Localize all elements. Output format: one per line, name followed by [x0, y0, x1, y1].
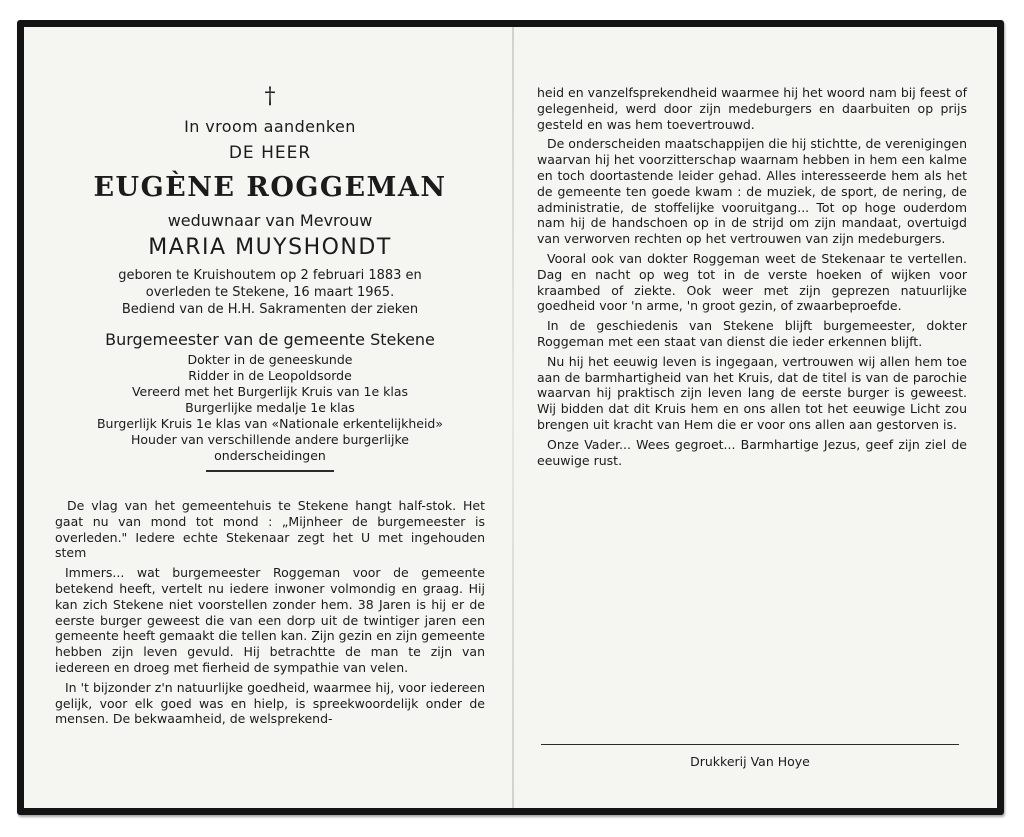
footer-rule [541, 744, 959, 745]
honor-line: Dokter in de geneeskunde [187, 352, 353, 367]
wife-name: MARIA MUYSHONDT [148, 235, 392, 260]
honor-line: Burgerlijk Kruis 1e klas van «Nationale erkentelijkheid» [96, 416, 443, 431]
title-text: DE HEER [228, 143, 312, 163]
intro-text: In vroom aandenken [184, 117, 356, 136]
honor-line: onderscheidingen [214, 448, 326, 463]
body-paragraph: De onderscheiden maatschappijen die hij stichtte, de verenigingen waarvan hij het voorzitterschap waarnam hebben in hem een kalme en toch doortastende leider gehad. Alles interesseerde hem als het de gemeente ten goede kwam : de muziek, de sport, de nering, de administratie, de stoffelijke vooruitgang... Tot op hoge ouderdom nam hij de handschoen op in de strijd om zijn mandaat, overtuigd van verworven rechten op het vertrouwen van zijn medeburgers. [537, 136, 967, 247]
body-paragraph: Vooral ook van dokter Roggeman weet de Stekenaar te vertellen. Dag en nacht op weg tot in de verste hoeken of wijken voor kraambed of ziekte. Ook weer met zijn geprezen natuurlijke goedheid voor 'n arme, 'n groot gezin, of zwaarbeproefde. [537, 250, 967, 314]
body-paragraph: Nu hij het eeuwig leven is ingegaan, vertrouwen wij allen hem toe aan de barmhartigheid van het Kruis, dat de titel is van de parochie waarvan hij praktisch zijn leven lang de eerste burger is geweest. Wij bidden dat dit Kruis hem en ons allen tot het eeuwige Licht zou brengen uit kracht van Hem die er voor ons allen aan gestorven is. [537, 353, 967, 432]
right-page [537, 85, 967, 472]
cross-icon: † [264, 84, 276, 109]
honor-line: Houder van verschillende andere burgerlijke [130, 432, 409, 447]
honor-line: Vereerd met het Burgerlijk Kruis van 1e klas [131, 384, 409, 399]
left-page [55, 85, 485, 731]
body-paragraph: De vlag van het gemeentehuis te Stekene hangt half-stok. Het gaat nu van mond tot mond : „Mijnheer de burgemeester is overleden." Iedere echte Stekenaar zegt het U met ingehouden stem [55, 498, 485, 561]
printer-name: Drukkerij Van Hoye [690, 754, 810, 769]
mayor-title: Burgemeester van de gemeente Stekene [105, 330, 435, 349]
card-fold [512, 27, 514, 808]
divider [206, 470, 334, 472]
widow-of-text: weduwnaar van Mevrouw [167, 211, 373, 230]
body-paragraph: In 't bijzonder z'n natuurlijke goedheid, waarmee hij, voor iedereen gelijk, voor elk goed was en hielp, is spreekwoordelijk onder de mensen. De bekwaamheid, de welsprekend- [55, 679, 485, 727]
dates-line: geboren te Kruishoutem op 2 februari 1883 en [118, 268, 422, 283]
body-paragraph: Immers... wat burgemeester Roggeman voor de gemeente betekend heeft, vertelt nu iedere inwoner volmondig en graag. Hij kan zich Stekene niet voorstellen zonder hem. 38 Jaren is hij er de eerste burger geweest die van een dorp uit de twintiger jaren een gemeente heeft gemaakt die tellen kan. Zijn gezin en zijn gemeente hebben zijn leven gevuld. Hij betrachtte de man te zijn van iedereen en droeg met fierheid de sympathie van velen. [55, 565, 485, 675]
dates-line: Bediend van de H.H. Sakramenten der zieken [121, 302, 419, 317]
body-paragraph: In de geschiedenis van Stekene blijft burgemeester, dokter Roggeman met een staat van dienst die ieder erkennen blijft. [537, 318, 967, 349]
dates-line: overleden te Stekene, 16 maart 1965. [145, 285, 395, 300]
body-paragraph: Onze Vader... Wees gegroet... Barmhartige Jezus, geef zijn ziel de eeuwige rust. [537, 436, 967, 468]
honor-line: Ridder in de Leopoldsorde [188, 368, 352, 383]
deceased-name: EUGÈNE ROGGEMAN [93, 172, 447, 203]
body-paragraph: heid en vanzelfsprekendheid waarmee hij het woord nam bij feest of gelegenheid, werd door zijn medeburgers en daarbuiten op prijs gesteld en was hem toevertrouwd. [537, 85, 967, 132]
honor-line: Burgerlijke medalje 1e klas [185, 400, 355, 415]
